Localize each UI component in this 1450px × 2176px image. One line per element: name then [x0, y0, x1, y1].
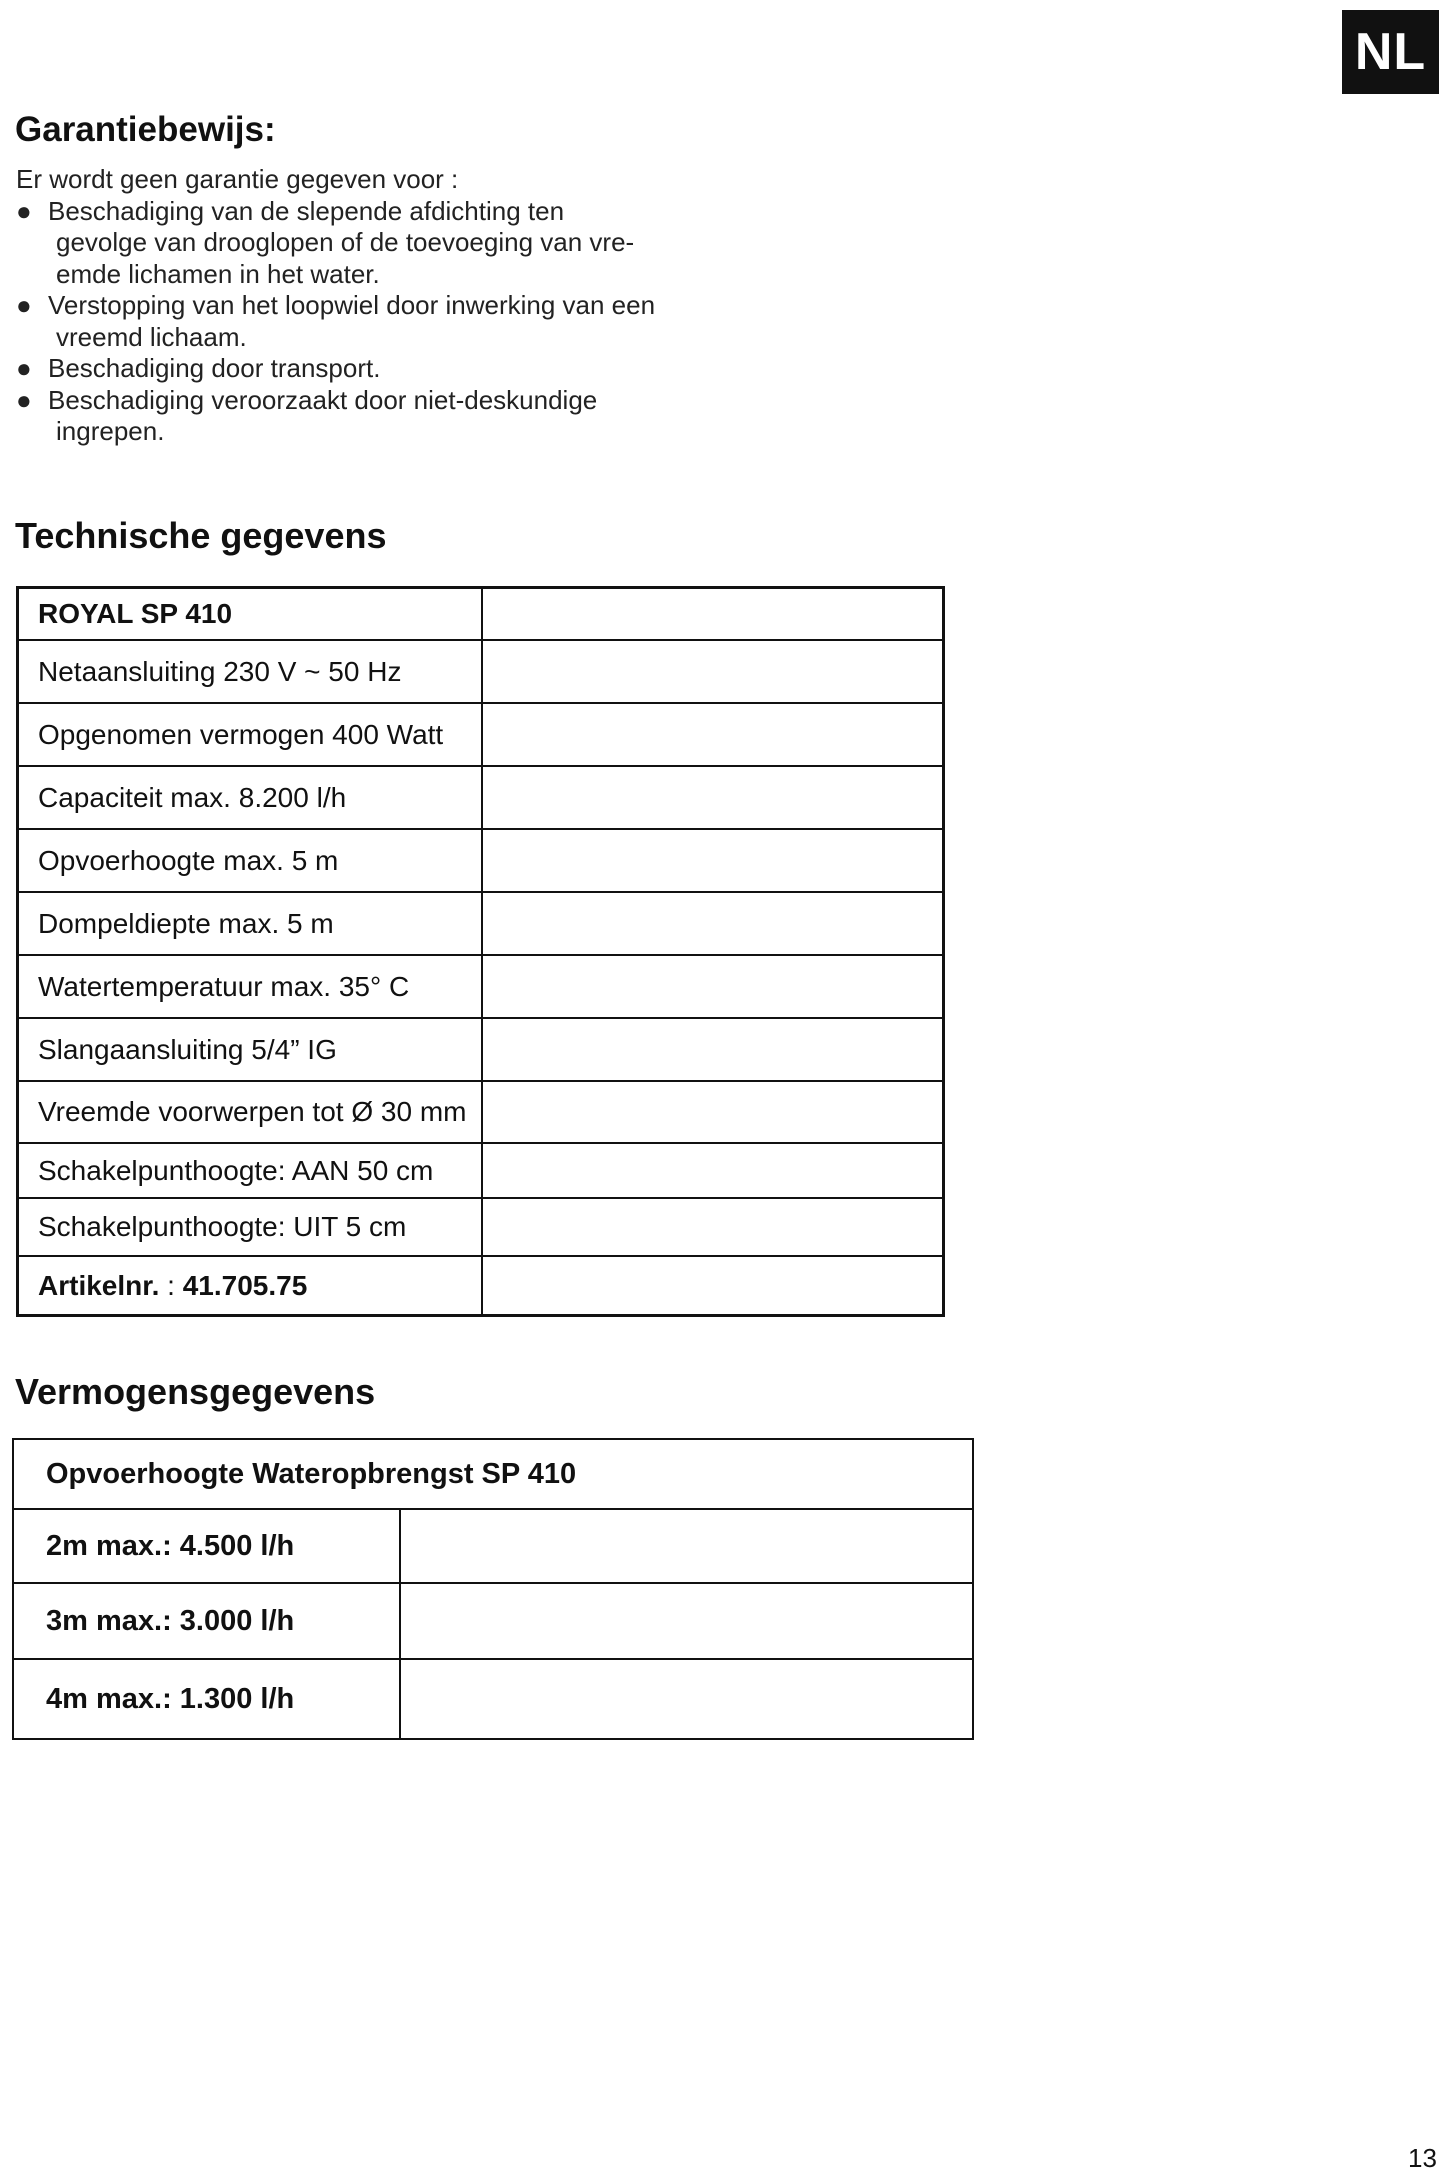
table-row	[19, 956, 942, 1019]
page-number: 13	[1408, 2143, 1437, 2173]
table-row	[19, 1019, 942, 1082]
article-separator: :	[159, 1269, 183, 1301]
warranty-item-line: emde lichamen in het water.	[56, 258, 380, 289]
performance-cell: 3m max.: 3.000 l/h	[46, 1604, 295, 1637]
spec-cell: Schakelpunthoogte: UIT 5 cm	[38, 1211, 407, 1242]
performance-cell: 2m max.: 4.500 l/h	[46, 1529, 295, 1562]
table-row	[19, 1257, 942, 1314]
warranty-item-line: Beschadiging door transport.	[48, 353, 381, 383]
table-row	[19, 641, 942, 704]
warranty-text	[16, 164, 716, 448]
spec-cell: Vreemde voorwerpen tot Ø 30 mm	[38, 1096, 467, 1127]
performance-data-title: Vermogensgegevens	[15, 1371, 376, 1412]
table-row	[19, 830, 942, 893]
model-name: ROYAL SP 410	[38, 598, 233, 629]
table-row	[14, 1584, 972, 1660]
warranty-list	[16, 196, 716, 448]
spec-cell: Capaciteit max. 8.200 l/h	[38, 781, 347, 813]
warranty-item-line: Verstopping van het loopwiel door inwerking van een	[48, 290, 656, 320]
warranty-item-line: Beschadiging veroorzaakt door niet-deskundige	[48, 384, 598, 415]
warranty-item-line: ingrepen.	[56, 416, 165, 446]
language-badge: NL	[1342, 10, 1439, 94]
spec-cell: Opgenomen vermogen 400 Watt	[38, 718, 444, 750]
bullet-icon: ●	[16, 195, 32, 226]
bullet-icon: ●	[16, 353, 32, 383]
warranty-item-line: gevolge van drooglopen of de toevoeging van vre-	[56, 227, 635, 257]
spec-cell: Netaansluiting 230 V ~ 50 Hz	[38, 655, 402, 687]
table-row	[14, 1660, 972, 1738]
table-row	[19, 589, 942, 641]
table-row	[19, 704, 942, 767]
bullet-icon: ●	[16, 290, 32, 320]
performance-header: Opvoerhoogte Wateropbrengst SP 410	[46, 1457, 577, 1490]
performance-cell: 4m max.: 1.300 l/h	[46, 1682, 295, 1715]
table-row	[19, 893, 942, 956]
spec-cell: Dompeldiepte max. 5 m	[38, 907, 334, 939]
warranty-title: Garantiebewijs:	[15, 110, 276, 149]
table-row	[19, 1199, 942, 1257]
warranty-item-line: Beschadiging van de slepende afdichting ten	[48, 195, 565, 226]
warranty-item-line: vreemd lichaam.	[56, 321, 247, 352]
bullet-icon: ●	[16, 384, 32, 415]
warranty-item	[16, 290, 716, 353]
article-value: 41.705.75	[182, 1269, 308, 1301]
warranty-item	[16, 385, 716, 448]
article-label: Artikelnr.	[38, 1269, 160, 1301]
warranty-item	[16, 353, 716, 385]
spec-cell: Slangaansluiting 5/4” IG	[38, 1033, 337, 1065]
spec-cell: Opvoerhoogte max. 5 m	[38, 844, 339, 876]
table-row	[14, 1510, 972, 1584]
table-row	[19, 767, 942, 830]
table-row	[19, 1144, 942, 1199]
table-header-row	[14, 1440, 972, 1510]
technical-data-table	[16, 586, 945, 1317]
technical-data-title: Technische gegevens	[15, 515, 387, 556]
performance-data-table	[12, 1438, 974, 1740]
spec-cell: Schakelpunthoogte: AAN 50 cm	[38, 1154, 434, 1186]
warranty-intro: Er wordt geen garantie gegeven voor :	[16, 164, 459, 194]
article-number	[19, 1270, 307, 1302]
warranty-item	[16, 196, 716, 291]
table-row	[19, 1082, 942, 1144]
spec-cell: Watertemperatuur max. 35° C	[38, 970, 410, 1002]
